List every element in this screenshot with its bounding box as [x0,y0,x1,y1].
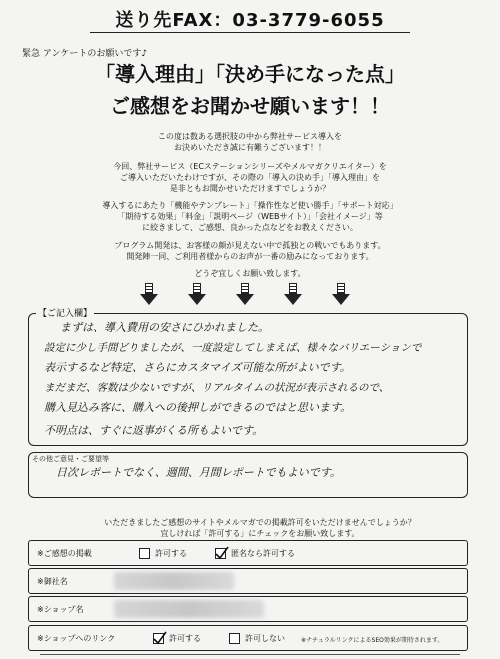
intro-line: 開発陣一同、ご利用者様からのお声が一番の励みになっております。 [126,252,374,261]
shop-name-label: ※ショップ名 [37,605,84,614]
allow-checkbox[interactable] [139,548,150,559]
permission-question-line1: いただきましたご感想のサイトやメルマガでの掲載許可をいただけませんでしょうか？ [104,518,416,527]
check-mark-icon [215,546,229,560]
intro-line: この度は数ある選択肢の中から弊社サービス導入を [158,132,342,141]
company-name-label: ※御社名 [37,577,68,586]
intro-line: 是非ともお聞かせいただけますでしょうか？ [169,184,331,193]
link-allow-label: 許可する [169,634,201,643]
handwritten-line: まだまだ、客数は少ないですが、リアルタイムの状況が表示されるので、 [44,382,390,394]
permission-question-line2: 宜しければ「許可する」にチェックをお願い致します。 [160,529,360,538]
intro-line: 「期待する効果」「料金」「説明ページ（WEBサイト）」「会社イメージ」等 [117,212,383,221]
check-mark-icon [153,631,167,645]
allow-label: 許可する [155,549,187,558]
handwritten-line: 購入見込み客に、購入への後押しができるのではと思います。 [44,401,352,414]
handwritten-line: 設定に少し手間どりましたが、一度設定してしまえば、様々なバリエーションで [44,342,422,354]
intro-line: お決めいただき誠に有難うございます！！ [174,143,326,152]
down-arrow-icon [284,283,302,305]
redacted-shop-name [114,600,264,618]
down-arrow-icon [188,283,206,305]
survey-title-line2: ご感想をお聞かせ願います！！ [110,94,390,118]
footer-rule [40,654,460,655]
handwritten-line: 表示するなど特定、さらにカスタマイズ可能な所がよいです。 [44,361,351,374]
entry-section-label: 【ご記入欄】 [36,306,94,319]
shop-link-label: ※ショップへのリンク [37,634,116,643]
permission-question [60,517,460,539]
fax-number-heading: 送り先FAX：03-3779-6055 [115,10,385,31]
intro-line: どうぞ宜しくお願い致します。 [194,269,306,278]
anonymous-checkbox[interactable] [215,548,226,559]
fax-underline [90,32,410,33]
permission-row [28,540,468,566]
anonymous-label: 匿名なら許可する [231,549,295,558]
intro-line: ご導入いただいたわけですが、その際の「導入の決め手」「導入理由」を [120,173,380,182]
company-name-row [28,568,468,594]
link-allow-checkbox[interactable] [153,633,164,644]
permission-row-label: ※ご感想の掲載 [37,549,92,558]
other-comments-label: その他ご意見・ご要望等 [32,455,109,463]
intro-line: プログラム開発は、お客様の顔が見えない中で孤独との戦いでもあります。 [114,241,386,250]
redacted-company-name [114,572,234,590]
urgent-label: 緊急 アンケートのお願いです♪ [22,49,148,59]
link-deny-label: 許可しない [245,634,285,643]
down-arrow-icon [140,283,158,305]
intro-line: 今回、弊社サービス（ECステーションシリーズやメルマガクリエイター）を [113,162,387,171]
other-comments-text: 日次レポートでなく、週間、月間レポートでもよいです。 [56,466,341,479]
intro-line: 導入するにあたり「機能やテンプレート」「操作性など使い勝手」「サポート対応」 [102,201,398,210]
down-arrows [120,283,400,307]
shop-name-row [28,596,468,622]
survey-title-line1: 「導入理由」「決め手になった点」 [95,62,405,86]
down-arrow-icon [332,283,350,305]
shop-link-row [28,625,468,651]
handwritten-line: 不明点は、すぐに返事がくる所もよいです。 [44,424,264,437]
seo-note: ※ナチュラルリンクによるSEO効果が期待されます。 [301,637,444,644]
handwritten-line: まずは、導入費用の安さにひかれました。 [60,321,269,334]
intro-line: に絞きまして、ご感想、良かった点などをお教えください。 [142,223,358,232]
down-arrow-icon [236,283,254,305]
link-deny-checkbox[interactable] [229,633,240,644]
